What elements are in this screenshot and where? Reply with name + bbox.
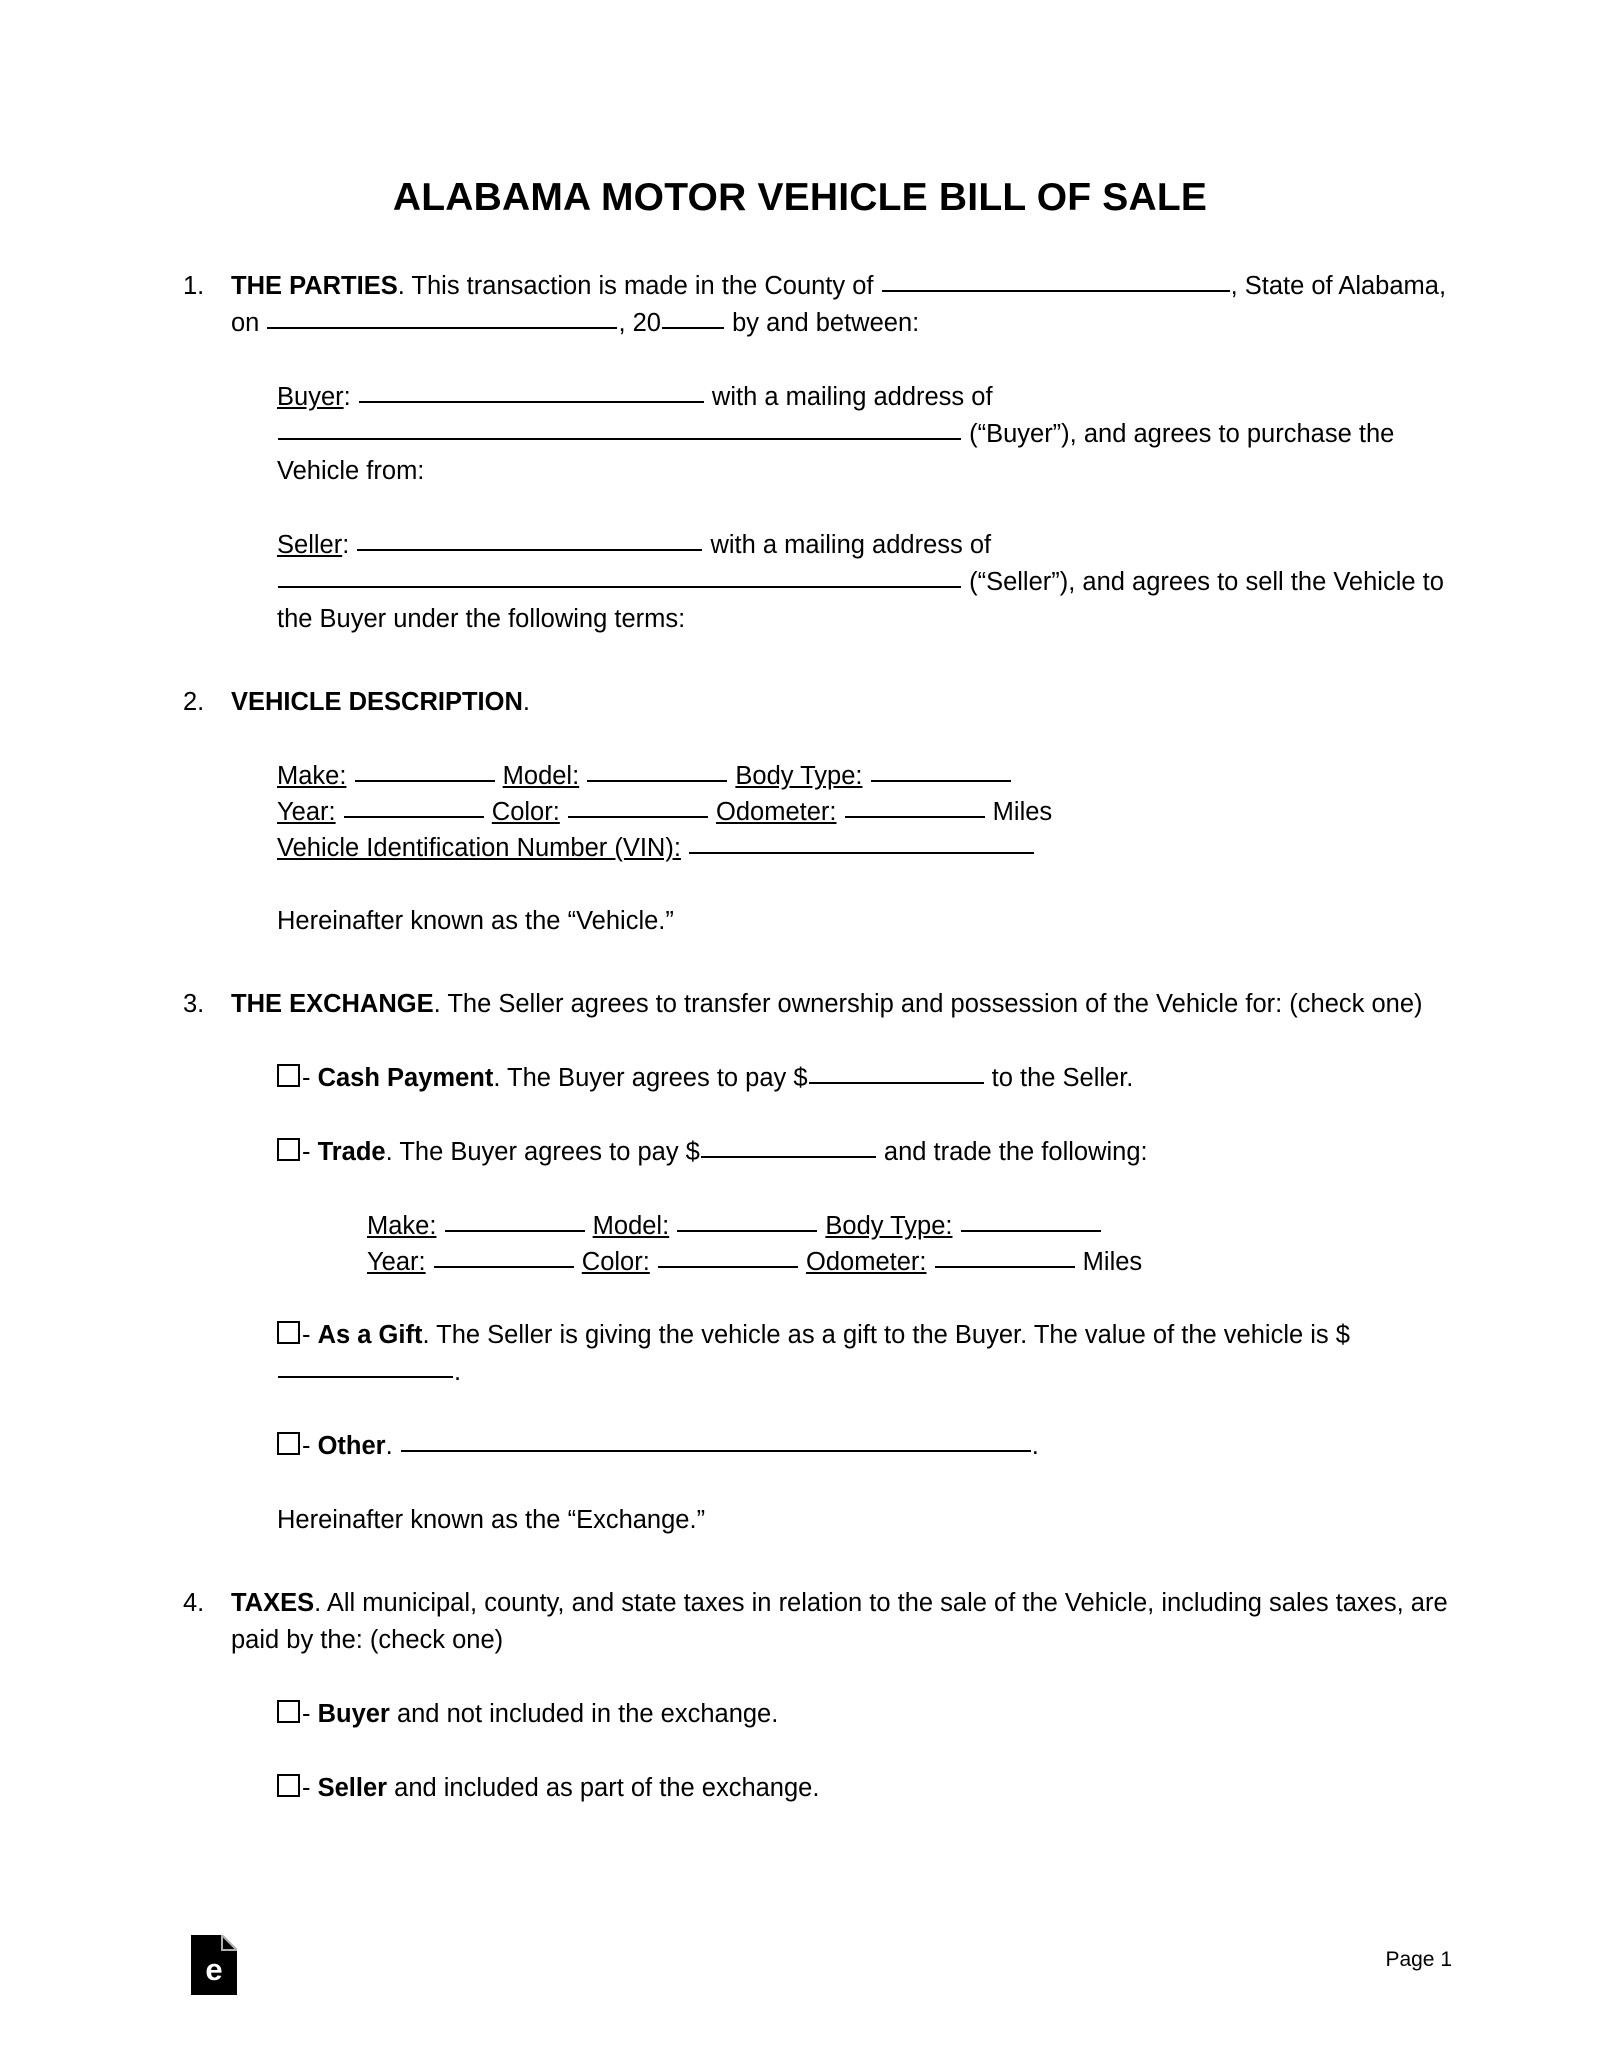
- county-blank[interactable]: [882, 268, 1230, 292]
- vehicle-vin-blank[interactable]: [689, 830, 1034, 854]
- section-the-parties: [0, 268, 1600, 342]
- trade-make-blank[interactable]: [445, 1208, 585, 1232]
- taxes-seller-text: and included as part of the exchange.: [387, 1774, 820, 1802]
- section-heading-the-parties: THE PARTIES: [231, 272, 398, 300]
- other-text-b: .: [1031, 1432, 1039, 1460]
- section-heading-the-exchange: THE EXCHANGE: [231, 990, 434, 1018]
- exchange-option-other[interactable]: [277, 1428, 1460, 1465]
- vehicle-odometer-label: Odometer:: [716, 798, 837, 826]
- buyer-block: [277, 379, 1460, 490]
- gift-text-b: .: [454, 1358, 462, 1386]
- trade-odometer-blank[interactable]: [935, 1244, 1075, 1268]
- spacer: [0, 1097, 1600, 1134]
- parties-intro-b: , State of Alabama, on: [231, 272, 1447, 337]
- trade-label: Trade: [317, 1138, 386, 1166]
- taxes-seller-dash: -: [302, 1774, 318, 1802]
- spacer: [0, 1171, 1600, 1208]
- trade-body-type-blank[interactable]: [961, 1208, 1101, 1232]
- spacer: [0, 1391, 1600, 1428]
- vehicle-make-blank[interactable]: [355, 758, 495, 782]
- section-vehicle-description: [0, 684, 1600, 721]
- spacer: [0, 1465, 1600, 1502]
- seller-mid-text: with a mailing address of: [703, 531, 992, 559]
- exchange-intro: . The Seller agrees to transfer ownership and possession of the Vehicle for: (check one): [433, 990, 1423, 1018]
- vehicle-field-row-2: [277, 794, 1460, 830]
- spacer: [0, 1280, 1600, 1317]
- spacer: [0, 638, 1600, 684]
- vehicle-body-type-label: Body Type:: [735, 762, 863, 790]
- gift-dash: -: [302, 1321, 318, 1349]
- gift-text-a: . The Seller is giving the vehicle as a gift to the Buyer. The value of the vehicle is $: [422, 1321, 1350, 1349]
- section-number-3: 3.: [183, 990, 205, 1018]
- checkbox-taxes-seller-icon[interactable]: [277, 1774, 300, 1797]
- cash-text-a: . The Buyer agrees to pay $: [493, 1064, 808, 1092]
- vehicle-miles-suffix: Miles: [992, 798, 1053, 826]
- trade-color-label: Color:: [581, 1248, 650, 1276]
- other-label: Other: [317, 1432, 386, 1460]
- parties-intro-d: by and between:: [725, 309, 920, 337]
- vehicle-color-label: Color:: [491, 798, 560, 826]
- trade-color-blank[interactable]: [658, 1244, 798, 1268]
- page-title: ALABAMA MOTOR VEHICLE BILL OF SALE: [392, 176, 1208, 219]
- section-number-1: 1.: [183, 272, 205, 300]
- trade-dash: -: [302, 1138, 318, 1166]
- spacer: [0, 342, 1600, 379]
- cash-text-b: to the Seller.: [984, 1064, 1134, 1092]
- document-body: [0, 268, 1600, 1807]
- cash-amount-blank[interactable]: [809, 1060, 984, 1084]
- exchange-option-trade[interactable]: [277, 1134, 1460, 1171]
- vehicle-field-row-1: [277, 758, 1460, 794]
- exchange-option-cash[interactable]: [277, 1060, 1460, 1097]
- spacer: [0, 1659, 1600, 1696]
- trade-model-blank[interactable]: [677, 1208, 817, 1232]
- parties-intro-a: . This transaction is made in the County of: [397, 272, 881, 300]
- spacer: [0, 1023, 1600, 1060]
- year-blank[interactable]: [662, 305, 724, 329]
- as-a-gift-label: As a Gift: [317, 1321, 423, 1349]
- trade-miles-suffix: Miles: [1082, 1248, 1143, 1276]
- buyer-colon: :: [343, 383, 351, 411]
- buyer-mid-text: with a mailing address of: [704, 383, 993, 411]
- spacer: [0, 940, 1600, 986]
- other-description-blank[interactable]: [401, 1428, 1031, 1452]
- other-dash: -: [302, 1432, 318, 1460]
- trade-year-blank[interactable]: [434, 1244, 574, 1268]
- checkbox-as-a-gift-icon[interactable]: [277, 1321, 300, 1344]
- taxes-buyer-label: Buyer: [317, 1700, 390, 1728]
- trade-text-a: . The Buyer agrees to pay $: [385, 1138, 700, 1166]
- section-number-2: 2.: [183, 688, 205, 716]
- cash-payment-label: Cash Payment: [317, 1064, 494, 1092]
- section-taxes: [0, 1585, 1600, 1659]
- taxes-seller-label: Seller: [317, 1774, 388, 1802]
- eforms-logo-icon: [191, 1935, 237, 1995]
- trade-year-label: Year:: [367, 1248, 426, 1276]
- date-blank[interactable]: [267, 305, 617, 329]
- vehicle-field-row-3: [277, 830, 1460, 866]
- buyer-tail-text: (“Buyer”), and agrees to purchase the Vehicle from:: [277, 420, 1395, 485]
- seller-block: [277, 527, 1460, 638]
- vehicle-make-label: Make:: [277, 762, 347, 790]
- trade-field-row-1: [367, 1208, 1460, 1244]
- section-number-4: 4.: [183, 1589, 205, 1617]
- seller-tail-text: (“Seller”), and agrees to sell the Vehicle to the Buyer under the following terms:: [277, 568, 1444, 633]
- section-heading-vehicle-description: VEHICLE DESCRIPTION: [231, 688, 523, 716]
- vehicle-heading-period: .: [522, 688, 530, 716]
- taxes-option-seller[interactable]: [277, 1770, 1460, 1807]
- trade-amount-blank[interactable]: [701, 1134, 876, 1158]
- trade-body-type-label: Body Type:: [825, 1212, 953, 1240]
- section-heading-taxes: TAXES: [231, 1589, 315, 1617]
- gift-value-blank[interactable]: [278, 1354, 453, 1378]
- vehicle-hereinafter: Hereinafter known as the “Vehicle.”: [277, 907, 674, 935]
- trade-make-label: Make:: [367, 1212, 437, 1240]
- vehicle-year-blank[interactable]: [344, 794, 484, 818]
- buyer-name-blank[interactable]: [359, 379, 704, 403]
- spacer: [0, 490, 1600, 527]
- trade-text-b: and trade the following:: [876, 1138, 1148, 1166]
- vehicle-color-blank[interactable]: [568, 794, 708, 818]
- trade-field-row-2: [367, 1244, 1460, 1280]
- checkbox-cash-payment-icon[interactable]: [277, 1064, 300, 1087]
- parties-intro-c: , 20: [618, 309, 661, 337]
- other-text-a: .: [385, 1432, 400, 1460]
- taxes-option-buyer[interactable]: [277, 1696, 1460, 1733]
- vehicle-body-type-blank[interactable]: [871, 758, 1011, 782]
- cash-dash: -: [302, 1064, 318, 1092]
- buyer-address-blank[interactable]: [278, 416, 961, 440]
- vehicle-fields-block: [277, 758, 1460, 866]
- spacer: [0, 721, 1600, 758]
- exchange-hereinafter: Hereinafter known as the “Exchange.”: [277, 1506, 706, 1534]
- vehicle-year-label: Year:: [277, 798, 336, 826]
- section-the-exchange: [0, 986, 1600, 1023]
- spacer: [0, 866, 1600, 903]
- vehicle-vin-label: Vehicle Identification Number (VIN):: [277, 834, 681, 862]
- page-number: Page 1: [1385, 1948, 1452, 1971]
- buyer-label: Buyer: [277, 383, 344, 411]
- seller-colon: :: [342, 531, 350, 559]
- checkbox-trade-icon[interactable]: [277, 1138, 300, 1161]
- spacer: [0, 1733, 1600, 1770]
- taxes-intro: . All municipal, county, and state taxes in relation to the sale of the Vehicle, including sales taxes, are paid by the: (check one): [231, 1589, 1448, 1654]
- seller-name-blank[interactable]: [357, 527, 702, 551]
- svg-text:e: e: [205, 1952, 223, 1987]
- seller-label: Seller: [277, 531, 343, 559]
- vehicle-odometer-blank[interactable]: [845, 794, 985, 818]
- taxes-buyer-dash: -: [302, 1700, 318, 1728]
- vehicle-model-label: Model:: [502, 762, 580, 790]
- taxes-buyer-text: and not included in the exchange.: [389, 1700, 779, 1728]
- exchange-option-gift[interactable]: [277, 1317, 1460, 1391]
- trade-vehicle-fields-block: [367, 1208, 1460, 1280]
- spacer: [0, 1539, 1600, 1585]
- trade-model-label: Model:: [592, 1212, 670, 1240]
- checkbox-taxes-buyer-icon[interactable]: [277, 1700, 300, 1723]
- vehicle-model-blank[interactable]: [587, 758, 727, 782]
- seller-address-blank[interactable]: [278, 564, 961, 588]
- trade-odometer-label: Odometer:: [806, 1248, 927, 1276]
- checkbox-other-icon[interactable]: [277, 1432, 300, 1455]
